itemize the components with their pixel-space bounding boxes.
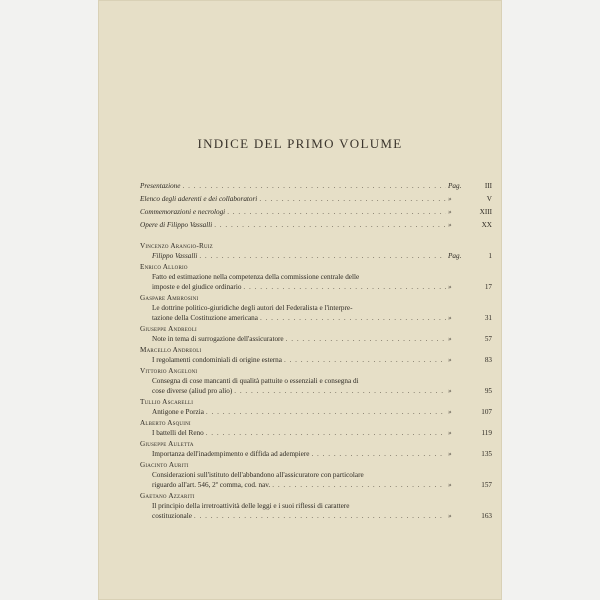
- entry-title: [140, 272, 492, 292]
- entry-title: [140, 303, 492, 323]
- page-prefix: »: [448, 356, 452, 364]
- toc-label: Presentazione: [140, 182, 181, 190]
- dot-leader: [227, 207, 446, 217]
- page-prefix: »: [448, 283, 452, 291]
- toc-row: [152, 407, 492, 417]
- author-name: Marcello Andreoli: [140, 346, 202, 354]
- author-name: Vincenzo Arangio-Ruiz: [140, 242, 213, 250]
- dot-leader: [259, 194, 446, 204]
- page-number: XIII: [479, 208, 492, 216]
- page-number: 1: [488, 252, 492, 260]
- dot-leader: [234, 386, 446, 396]
- toc-label: cose diverse (aliud pro alio): [152, 387, 233, 395]
- toc-entry: [140, 366, 492, 396]
- toc-row: [152, 428, 492, 438]
- page-number: V: [486, 195, 492, 203]
- page-prefix: »: [448, 195, 452, 203]
- page-number: 107: [481, 408, 492, 416]
- dot-leader: [206, 428, 446, 438]
- toc-label: Note in tema di surrogazione dell'assicuratore: [152, 335, 284, 343]
- page-number: 157: [481, 481, 492, 489]
- toc-row: [140, 207, 492, 220]
- entry-title: [140, 251, 492, 261]
- toc-row: [140, 194, 492, 207]
- title-line: Le dottrine politico-giuridiche degli autori del Federalista e l'interpre-: [152, 304, 353, 312]
- toc-entry: [140, 460, 492, 490]
- page-prefix: Pag.: [448, 182, 462, 190]
- toc-entry: [140, 491, 492, 521]
- page-prefix: »: [448, 408, 452, 416]
- toc-row: [152, 334, 492, 344]
- toc-entry: [140, 418, 492, 438]
- toc-row: [152, 449, 492, 459]
- toc-entry: [140, 345, 492, 365]
- toc-row: [152, 251, 492, 261]
- toc-row: [152, 386, 492, 396]
- toc-label: Antigone e Porzia: [152, 408, 204, 416]
- toc-entry: [140, 241, 492, 261]
- title-line: Fatto ed estimazione nella competenza della commissione centrale delle: [152, 273, 360, 281]
- page-prefix: »: [448, 387, 452, 395]
- entry-title: [140, 376, 492, 396]
- page-prefix: »: [448, 208, 452, 216]
- page-number: 83: [484, 356, 492, 364]
- toc-label: Opere di Filippo Vassalli: [140, 221, 213, 229]
- page-number: 31: [484, 314, 492, 322]
- entry-title: [140, 501, 492, 521]
- toc-label: Filippo Vassalli: [152, 252, 198, 260]
- toc-label: I battelli del Reno: [152, 429, 204, 437]
- toc-row: [152, 282, 492, 292]
- author-name: Alberto Asquini: [140, 419, 191, 427]
- page-prefix: »: [448, 335, 452, 343]
- toc-row: [140, 220, 492, 233]
- dot-leader: [214, 220, 446, 230]
- front-matter-list: [140, 181, 492, 233]
- contents-list: [140, 241, 492, 522]
- toc-entry: [140, 293, 492, 323]
- entry-title: [140, 334, 492, 344]
- toc-label: I regolamenti condominiali di origine esterna: [152, 356, 282, 364]
- title-line: Consegna di cose mancanti di qualità pattuite o essenziali e consegna di: [152, 377, 359, 385]
- dot-leader: [182, 181, 446, 191]
- page-prefix: »: [448, 512, 452, 520]
- page-number: 135: [481, 450, 492, 458]
- page-prefix: »: [448, 429, 452, 437]
- toc-label: Importanza dell'inadempimento e diffida ad adempiere: [152, 450, 310, 458]
- dot-leader: [272, 480, 446, 490]
- dot-leader: [260, 313, 446, 323]
- entry-title: [140, 470, 492, 490]
- entry-title: [140, 407, 492, 417]
- page-title: INDICE DEL PRIMO VOLUME: [197, 136, 403, 151]
- page-number: 17: [484, 283, 492, 291]
- toc-row: [152, 511, 492, 521]
- dot-leader: [243, 282, 446, 292]
- toc-label: Elenco degli aderenti e dei collaboratori: [140, 195, 258, 203]
- author-name: Gaetano Azzariti: [140, 492, 195, 500]
- page-number: 119: [481, 429, 492, 437]
- dot-leader: [206, 407, 446, 417]
- dot-leader: [199, 251, 446, 261]
- toc-row: [152, 355, 492, 365]
- author-name: Tullio Ascarelli: [140, 398, 194, 406]
- toc-label: tazione della Costituzione americana: [152, 314, 258, 322]
- dot-leader: [311, 449, 446, 459]
- entry-title: [140, 449, 492, 459]
- page-number: 95: [484, 387, 492, 395]
- toc-label: Commemorazioni e necrologi: [140, 208, 226, 216]
- toc-label: riguardo all'art. 546, 2º comma, cod. nav.: [152, 481, 271, 489]
- page-prefix: »: [448, 314, 452, 322]
- toc-entry: [140, 439, 492, 459]
- toc-row: [152, 313, 492, 323]
- dot-leader: [194, 511, 446, 521]
- page-prefix: »: [448, 450, 452, 458]
- book-page: [98, 0, 502, 600]
- dot-leader: [284, 355, 446, 365]
- page-prefix: »: [448, 221, 452, 229]
- author-name: Giuseppe Andreoli: [140, 325, 197, 333]
- toc-entry: [140, 397, 492, 417]
- page-number: 57: [484, 335, 492, 343]
- toc-entry: [140, 262, 492, 292]
- author-name: Giacinto Auriti: [140, 461, 189, 469]
- toc-label: costituzionale: [152, 512, 192, 520]
- toc-row: [152, 480, 492, 490]
- author-name: Vittorio Angeloni: [140, 367, 198, 375]
- page-number: XX: [481, 221, 492, 229]
- title-line: Il principio della irretroattività delle leggi e i suoi riflessi di carattere: [152, 502, 350, 510]
- toc-label: imposte e del giudice ordinario: [152, 283, 242, 291]
- entry-title: [140, 428, 492, 438]
- author-name: Giuseppe Auletta: [140, 440, 194, 448]
- page-prefix: »: [448, 481, 452, 489]
- title-line: Considerazioni sull'istituto dell'abbandono all'assicuratore con particolare: [152, 471, 364, 479]
- page-number: 163: [481, 512, 492, 520]
- page-number: III: [484, 182, 492, 190]
- author-name: Gaspare Ambrosini: [140, 294, 199, 302]
- toc-entry: [140, 324, 492, 344]
- toc-row: [140, 181, 492, 194]
- entry-title: [140, 355, 492, 365]
- dot-leader: [286, 334, 446, 344]
- page-prefix: Pag.: [448, 252, 462, 260]
- author-name: Enrico Allorio: [140, 263, 188, 271]
